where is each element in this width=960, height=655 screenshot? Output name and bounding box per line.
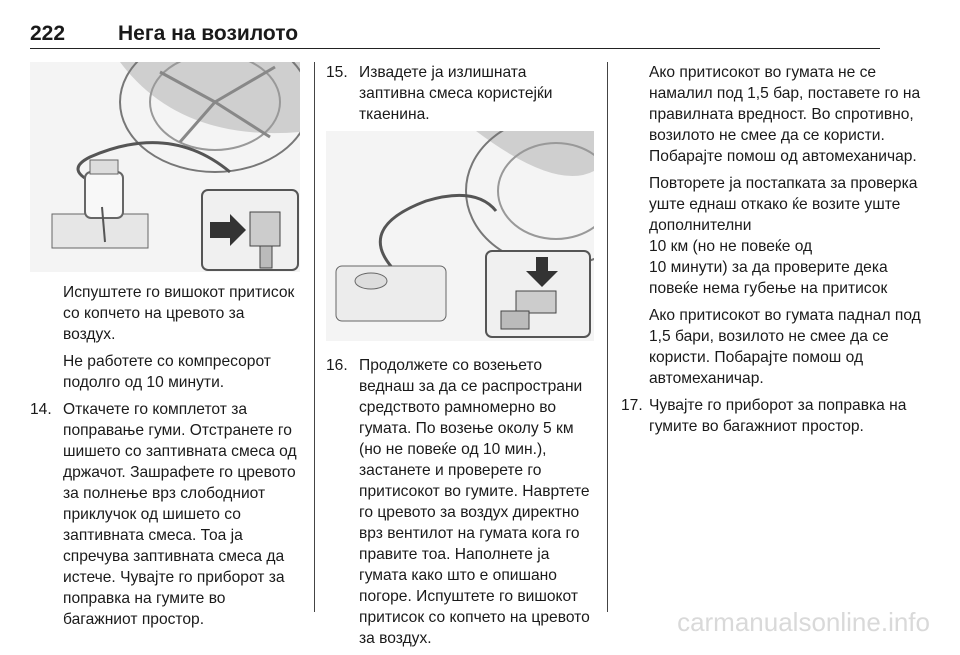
paragraph: Испуштете го вишокот притисок со копчето на цревото за воздух. [63, 284, 295, 343]
column-divider [314, 62, 315, 612]
step-14 [30, 399, 300, 630]
step-text: Извадете ја излишната заптивна смеса користејќи ткаенина. [359, 64, 553, 123]
column-2 [326, 62, 594, 655]
step-text: Продолжете со возењето веднаш за да се распространи средството рамномерно во гумата. По возење околу 5 км (но не повеќе од 10 мин.), застанете и проверете го притисокот во гумите. Навртете го цревото за воздух директно врз вентилот на гумата кога го правите тоа. Наполнете ја гумата како што е опишано погоре. Испуштете го вишокот притисок со копчето на цревото за воздух. [359, 357, 590, 647]
step-text: Откачете го комплетот за поправање гуми. Отстранете го шишето со заптивната смеса од држачот. Зашрафете го цревото за полнење врз слободниот приклучок од шишето со заптивната смеса. Тоа ја спречува заптивната смеса да истече. Чувајте го приборот за поправка на гумите во багажниот простор. [63, 401, 297, 628]
step-number: 15. [326, 64, 348, 81]
paragraph: Не работете со компресорот подолго од 10 минути. [63, 353, 271, 391]
step-16 [326, 355, 594, 649]
column-divider [607, 62, 608, 612]
step-number: 16. [326, 357, 348, 374]
paragraph: 10 минути) за да проверите дека повеќе нема губење на притисок [649, 259, 888, 297]
step-17 [621, 395, 921, 437]
paragraph: 10 км (но не повеќе од [649, 238, 813, 255]
step-number: 14. [30, 401, 52, 418]
hose-to-valve-illustration [326, 131, 594, 341]
compressor-valve-illustration [30, 62, 300, 272]
header-rule [30, 48, 880, 49]
page-header [30, 18, 880, 52]
paragraph: Ако притисокот во гумата паднал под 1,5 бари, возилото не смее да се користи. Побарајте помош од автомеханичар. [649, 307, 921, 387]
step-number: 17. [621, 397, 643, 414]
paragraph: Повторете ја постапката за проверка уште еднаш откако ќе возите уште дополнителни [649, 175, 918, 234]
page-title: Нега на возилото [118, 22, 299, 45]
column-3 [621, 62, 921, 443]
paragraph: Ако притисокот во гумата не се намалил под 1,5 бар, поставете го на правилната вредност. Во спротивно, возилото не смее да се користи. Побарајте помош од автомеханичар. [649, 64, 921, 165]
page-number: 222 [30, 22, 66, 45]
step-text: Чувајте го приборот за поправка на гумите во багажниот простор. [649, 397, 907, 435]
watermark: carmanualsonline.info [677, 607, 930, 637]
column-1 [30, 62, 300, 636]
step-15 [326, 62, 594, 125]
